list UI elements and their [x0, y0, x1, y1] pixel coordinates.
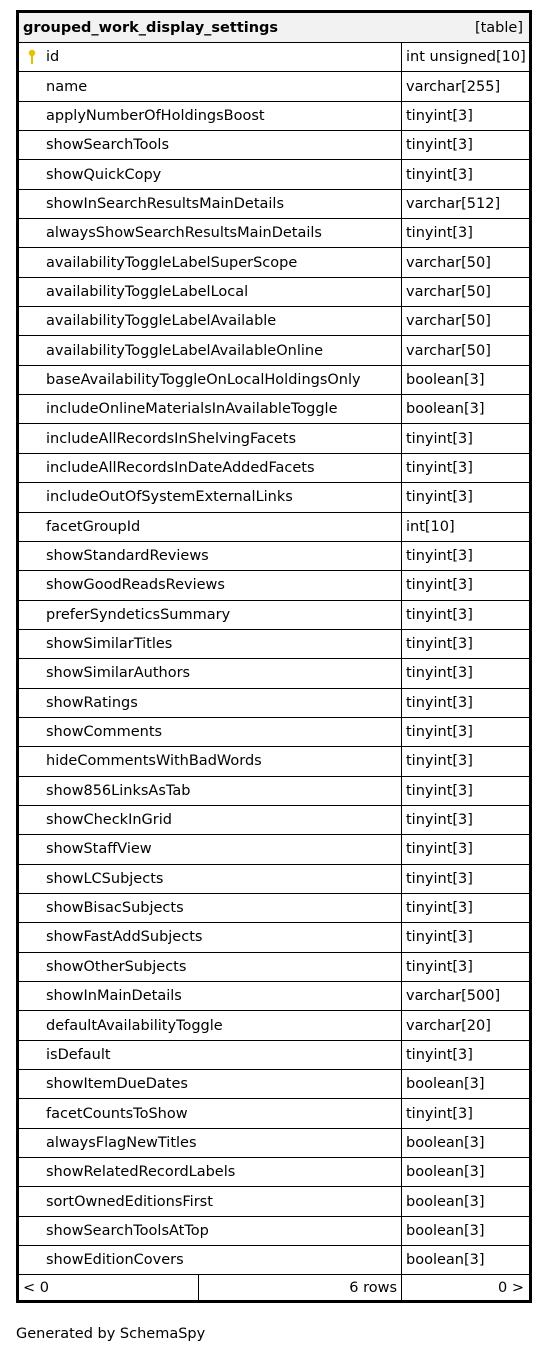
- column-name-text: includeAllRecordsInDateAddedFacets: [46, 459, 315, 476]
- column-name[interactable]: [19, 806, 402, 834]
- column-name[interactable]: [19, 102, 402, 130]
- column-name[interactable]: [19, 1041, 402, 1069]
- column-name-text: hideCommentsWithBadWords: [46, 753, 262, 770]
- table-kind-label: [table]: [474, 19, 523, 36]
- column-name[interactable]: [19, 513, 402, 541]
- column-type: tinyint[3]: [406, 782, 473, 799]
- column-type: tinyint[3]: [406, 694, 473, 711]
- column-type: varchar[50]: [406, 313, 491, 330]
- table-header: [19, 13, 529, 43]
- column-name-text: includeOnlineMaterialsInAvailableToggle: [46, 401, 338, 418]
- column-name[interactable]: [19, 1070, 402, 1098]
- column-name-text: baseAvailabilityToggleOnLocalHoldingsOnly: [46, 371, 361, 388]
- column-name[interactable]: [19, 894, 402, 922]
- column-name-text: availabilityToggleLabelSuperScope: [46, 254, 298, 271]
- table-row: [19, 1099, 529, 1128]
- column-name-text: availabilityToggleLabelAvailable: [46, 313, 277, 330]
- column-type: int unsigned[10]: [406, 49, 526, 66]
- column-name[interactable]: [19, 689, 402, 717]
- column-name[interactable]: [19, 777, 402, 805]
- table-row: [19, 366, 529, 395]
- column-name-text: isDefault: [46, 1046, 111, 1063]
- table-row: [19, 659, 529, 688]
- column-name[interactable]: [19, 131, 402, 159]
- table-row: [19, 718, 529, 747]
- column-name-text: showSimilarAuthors: [46, 665, 191, 682]
- column-type: boolean[3]: [406, 1076, 485, 1093]
- column-name-text: alwaysFlagNewTitles: [46, 1134, 197, 1151]
- column-name[interactable]: [19, 248, 402, 276]
- column-name[interactable]: [19, 1246, 402, 1274]
- parents-count[interactable]: < 0: [19, 1275, 199, 1300]
- column-type: tinyint[3]: [406, 753, 473, 770]
- column-type: boolean[3]: [406, 371, 485, 388]
- table-row: [19, 219, 529, 248]
- table-row: [19, 806, 529, 835]
- table-row: [19, 601, 529, 630]
- column-name-text: alwaysShowSearchResultsMainDetails: [46, 225, 322, 242]
- column-name[interactable]: [19, 424, 402, 452]
- column-name-text: showGoodReadsReviews: [46, 577, 225, 594]
- table-row: [19, 1011, 529, 1040]
- table-row: [19, 1158, 529, 1187]
- table-row: [19, 982, 529, 1011]
- column-name[interactable]: [19, 1158, 402, 1186]
- table-box: [16, 10, 532, 1303]
- column-type: tinyint[3]: [406, 430, 473, 447]
- table-row: [19, 102, 529, 131]
- column-type: boolean[3]: [406, 1193, 485, 1210]
- column-type: tinyint[3]: [406, 1105, 473, 1122]
- column-name-text: showStandardReviews: [46, 548, 209, 565]
- column-name-text: showComments: [46, 724, 163, 741]
- children-count[interactable]: 0 >: [498, 1279, 524, 1296]
- column-name-text: includeOutOfSystemExternalLinks: [46, 489, 293, 506]
- column-name[interactable]: [19, 43, 402, 71]
- column-name-text: showFastAddSubjects: [46, 929, 203, 946]
- column-type: int[10]: [406, 518, 455, 535]
- column-type: tinyint[3]: [406, 724, 473, 741]
- table-row: [19, 542, 529, 571]
- column-type: boolean[3]: [406, 1164, 485, 1181]
- table-row: [19, 630, 529, 659]
- table-row: [19, 953, 529, 982]
- table-row: [19, 571, 529, 600]
- column-type: varchar[50]: [406, 254, 491, 271]
- column-type: tinyint[3]: [406, 137, 473, 154]
- table-row: [19, 72, 529, 101]
- column-name-text: showBisacSubjects: [46, 900, 184, 917]
- table-row: [19, 1129, 529, 1158]
- column-type: tinyint[3]: [406, 107, 473, 124]
- column-name[interactable]: [19, 718, 402, 746]
- column-name[interactable]: [19, 454, 402, 482]
- table-row: [19, 777, 529, 806]
- table-row: [19, 131, 529, 160]
- column-type: tinyint[3]: [406, 958, 473, 975]
- column-name[interactable]: [19, 483, 402, 511]
- column-name-text: showEditionCovers: [46, 1252, 184, 1269]
- column-name[interactable]: [19, 982, 402, 1010]
- column-name[interactable]: [19, 630, 402, 658]
- column-name[interactable]: [19, 307, 402, 335]
- column-type: varchar[500]: [406, 988, 501, 1005]
- table-row: [19, 894, 529, 923]
- column-name[interactable]: [19, 865, 402, 893]
- column-name[interactable]: [19, 923, 402, 951]
- column-name[interactable]: [19, 1099, 402, 1127]
- column-type: tinyint[3]: [406, 812, 473, 829]
- column-name[interactable]: [19, 835, 402, 863]
- column-name-text: showCheckInGrid: [46, 812, 172, 829]
- column-type: tinyint[3]: [406, 636, 473, 653]
- column-name[interactable]: [19, 395, 402, 423]
- column-name[interactable]: [19, 160, 402, 188]
- column-name-text: showSimilarTitles: [46, 636, 173, 653]
- column-name[interactable]: [19, 1129, 402, 1157]
- column-name[interactable]: [19, 1011, 402, 1039]
- column-name-text: showRatings: [46, 694, 138, 711]
- table-row: [19, 689, 529, 718]
- table-row: [19, 1246, 529, 1275]
- column-name[interactable]: [19, 542, 402, 570]
- column-name-text: showOtherSubjects: [46, 958, 187, 975]
- column-type: tinyint[3]: [406, 459, 473, 476]
- table-row: [19, 865, 529, 894]
- column-name[interactable]: [19, 336, 402, 364]
- column-type: tinyint[3]: [406, 577, 473, 594]
- generated-by-label: Generated by SchemaSpy: [16, 1326, 206, 1342]
- column-name-text: showRelatedRecordLabels: [46, 1164, 236, 1181]
- column-type: varchar[512]: [406, 195, 501, 212]
- column-name-text: availabilityToggleLabelAvailableOnline: [46, 342, 323, 359]
- column-name-text: facetGroupId: [46, 518, 141, 535]
- column-type: tinyint[3]: [406, 1046, 473, 1063]
- table-row: [19, 513, 529, 542]
- column-name-text: sortOwnedEditionsFirst: [46, 1193, 213, 1210]
- table-row: [19, 1041, 529, 1070]
- column-name-text: showQuickCopy: [46, 166, 162, 183]
- column-type: varchar[255]: [406, 78, 501, 95]
- table-row: [19, 307, 529, 336]
- table-row: [19, 160, 529, 189]
- table-row: [19, 835, 529, 864]
- column-name[interactable]: [19, 366, 402, 394]
- column-name-text: showInSearchResultsMainDetails: [46, 195, 284, 212]
- column-name[interactable]: [19, 659, 402, 687]
- column-type: boolean[3]: [406, 401, 485, 418]
- table-row: [19, 454, 529, 483]
- table-row: [19, 395, 529, 424]
- table-row: [19, 248, 529, 277]
- table-title[interactable]: grouped_work_display_settings: [23, 19, 279, 36]
- column-name-text: id: [46, 49, 60, 66]
- table-row: [19, 1070, 529, 1099]
- column-name-text: showSearchTools: [46, 137, 170, 154]
- column-type: tinyint[3]: [406, 929, 473, 946]
- column-name-text: showInMainDetails: [46, 988, 182, 1005]
- column-name[interactable]: [19, 601, 402, 629]
- column-type: boolean[3]: [406, 1134, 485, 1151]
- column-name[interactable]: [19, 219, 402, 247]
- column-name[interactable]: [19, 747, 402, 775]
- column-type: varchar[50]: [406, 342, 491, 359]
- column-name-text: availabilityToggleLabelLocal: [46, 283, 249, 300]
- column-name-text: facetCountsToShow: [46, 1105, 188, 1122]
- primary-key-icon: [26, 49, 38, 65]
- row-count: 6 rows: [199, 1275, 402, 1300]
- table-row: [19, 43, 529, 72]
- table-row: [19, 923, 529, 952]
- column-type: tinyint[3]: [406, 606, 473, 623]
- table-row: [19, 336, 529, 365]
- column-name-text: includeAllRecordsInShelvingFacets: [46, 430, 297, 447]
- column-name-text: showStaffView: [46, 841, 152, 858]
- column-type: boolean[3]: [406, 1252, 485, 1269]
- column-name[interactable]: [19, 278, 402, 306]
- column-type: tinyint[3]: [406, 166, 473, 183]
- column-type: varchar[20]: [406, 1017, 491, 1034]
- column-name-text: preferSyndeticsSummary: [46, 606, 231, 623]
- column-name-text: defaultAvailabilityToggle: [46, 1017, 223, 1034]
- table-row: [19, 483, 529, 512]
- column-name-text: showLCSubjects: [46, 870, 164, 887]
- column-name-text: applyNumberOfHoldingsBoost: [46, 107, 265, 124]
- column-name[interactable]: [19, 953, 402, 981]
- table-footer: [19, 1275, 529, 1300]
- column-type: tinyint[3]: [406, 548, 473, 565]
- column-name[interactable]: [19, 1187, 402, 1215]
- column-name[interactable]: [19, 571, 402, 599]
- column-name-text: name: [46, 78, 88, 95]
- column-type: tinyint[3]: [406, 225, 473, 242]
- column-name-text: showItemDueDates: [46, 1076, 188, 1093]
- column-name-text: show856LinksAsTab: [46, 782, 191, 799]
- table-row: [19, 278, 529, 307]
- column-type: tinyint[3]: [406, 665, 473, 682]
- table-row: [19, 424, 529, 453]
- column-name[interactable]: [19, 190, 402, 218]
- column-type: tinyint[3]: [406, 489, 473, 506]
- column-type: tinyint[3]: [406, 900, 473, 917]
- column-name[interactable]: [19, 72, 402, 100]
- column-type: tinyint[3]: [406, 870, 473, 887]
- column-type: boolean[3]: [406, 1222, 485, 1239]
- column-list: [19, 43, 529, 1275]
- column-name-text: showSearchToolsAtTop: [46, 1222, 209, 1239]
- table-row: [19, 190, 529, 219]
- table-row: [19, 1187, 529, 1216]
- column-type: varchar[50]: [406, 283, 491, 300]
- column-type: tinyint[3]: [406, 841, 473, 858]
- table-row: [19, 1217, 529, 1246]
- table-row: [19, 747, 529, 776]
- column-name[interactable]: [19, 1217, 402, 1245]
